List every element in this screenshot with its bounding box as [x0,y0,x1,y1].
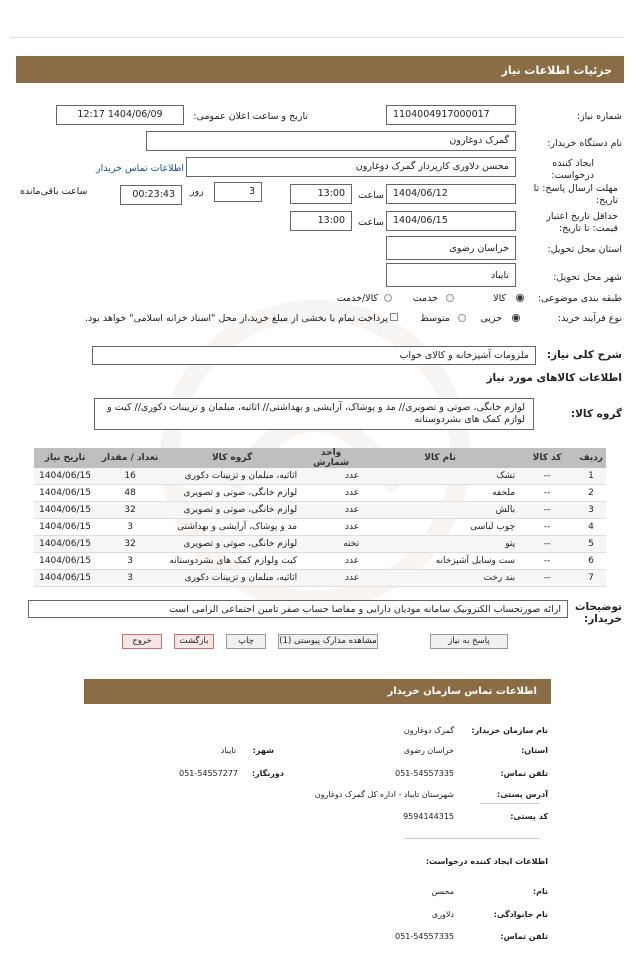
item-name: بند رخت [362,570,518,587]
item-qty: 48 [96,485,164,502]
item-date: 1404/06/15 [34,502,96,519]
contact-phone: 051-54557335 [395,769,454,778]
item-name: بالش [362,502,518,519]
item-name: ست وسایل آشپزخانه [362,553,518,570]
creator-field: محسن دلاوری کارپرداز گمرک دوغارون [186,157,516,177]
col-date: تاریخ نیاز [34,448,96,468]
creator-phone: 051-54557335 [395,932,454,941]
deadline-time-label: ساعت [358,190,384,201]
item-group: مد و پوشاک، آرایشی و بهداشتی [164,519,300,536]
deadline-time-field: 13:00 [290,184,352,204]
exit-button[interactable]: خروج [122,634,162,649]
table-row [34,502,606,519]
item-qty: 3 [96,570,164,587]
item-date: 1404/06/15 [34,485,96,502]
row-num: 2 [576,485,606,502]
goods-group-field: لوازم خانگی، صوتی و تصویری// مد و پوشاک، آرایشی و بهداشتی// اثاثیه، مبلمان و تزیینات دکوری// کیت و لوازم کمک های بشردوستانه [94,398,534,430]
top-divider [10,37,624,38]
contact-city: تایباد [220,746,236,755]
treasury-note: پرداخت تمام یا بخشی از مبلغ خرید،از محل "اسناد خزانه اسلامی" خواهد بود. [85,313,388,324]
item-code: -- [518,570,576,587]
contact-org-label: نام سازمان خریدار: [471,726,548,735]
item-date: 1404/06/15 [34,570,96,587]
category-radio-goods[interactable] [516,294,524,302]
contact-province-label: استان: [521,746,548,755]
validity-time-label: ساعت [358,217,384,228]
contact-postal-label: کد پستی: [510,812,548,821]
item-group: لوازم خانگی، صوتی و تصویری [164,485,300,502]
validity-time-field: 13:00 [290,211,352,231]
table-header-row [34,448,606,468]
item-qty: 32 [96,502,164,519]
creator-family: دلاوری [431,910,454,919]
item-name: پتو [362,536,518,553]
page-header: جزئیات اطلاعات نیاز [16,56,624,83]
col-unit: واحد شمارش [300,448,362,468]
announce-field: 1404/06/09 12:17 [56,105,184,125]
contact-address: شهرستان تایباد - اداره کل گمرک دوغارون [314,790,454,799]
contact-city-label: شهر: [252,746,274,755]
item-code: -- [518,519,576,536]
creator-info-title: اطلاعات ایجاد کننده درخواست: [425,857,548,866]
print-button[interactable]: چاپ [226,634,266,649]
attachments-button[interactable]: مشاهده مدارک پیوستی (1) [278,634,378,649]
deadline-label: مهلت ارسال پاسخ: تا تاریخ: [533,183,618,206]
item-group: لوازم خانگی، صوتی و تصویری [164,536,300,553]
table-row [34,485,606,502]
item-code: -- [518,485,576,502]
process-radio-minor[interactable] [512,314,520,322]
item-unit: عدد [300,553,362,570]
col-qty: تعداد / مقدار [96,448,164,468]
category-label: طبقه بندی موضوعی: [537,293,622,304]
need-number-field: 1104004917000017 [386,105,516,125]
goods-section-title: اطلاعات کالاهای مورد نیاز [486,372,622,384]
item-date: 1404/06/15 [34,536,96,553]
item-unit: عدد [300,519,362,536]
buyer-org-label: نام دستگاه خریدار: [547,138,622,149]
deadline-days-label: روز [190,186,204,197]
buyer-org-field: گمرک دوغارون [146,131,516,151]
item-unit: تخته [300,536,362,553]
col-row: ردیف [576,448,606,468]
summary-field: ملزومات آشپزخانه و کالای خواب [92,346,536,365]
announce-label: تاریخ و ساعت اعلان عمومی: [193,111,308,122]
item-date: 1404/06/15 [34,468,96,485]
row-num: 6 [576,553,606,570]
item-unit: عدد [300,502,362,519]
respond-button[interactable]: پاسخ به نیاز [430,634,508,649]
contact-fax-label: دورنگار: [251,769,284,778]
creator-name-label: نام: [532,887,548,896]
col-code: کد کالا [518,448,576,468]
address-divider [480,803,540,804]
item-group: اثاثیه، مبلمان و تزیینات دکوری [164,570,300,587]
city-label: شهر محل تحویل: [553,272,622,283]
row-num: 5 [576,536,606,553]
province-field: خراسان رضوی [386,236,516,260]
contact-fax: 051-54557277 [179,769,238,778]
validity-date-field: 1404/06/15 [386,211,516,231]
item-unit: عدد [300,468,362,485]
need-number-label: شماره نیاز: [576,111,622,122]
category-option-both: کالا/خدمت [336,293,378,304]
table-row [34,570,606,587]
process-option-minor: جزیی [480,313,502,324]
item-name: تشک [362,468,518,485]
item-code: -- [518,553,576,570]
category-radio-service[interactable] [446,294,454,302]
table-row [34,468,606,485]
process-label: نوع فرآیند خرید: [557,313,622,324]
col-name: نام کالا [362,448,518,468]
contact-phone-label: تلفن تماس: [500,769,548,778]
item-group: اثاثیه، مبلمان و تزیینات دکوری [164,468,300,485]
table-row [34,519,606,536]
creator-name: محسن [431,887,454,896]
creator-phone-label: تلفن تماس: [500,932,548,941]
contact-address-label: آدرس پستی: [497,790,548,799]
province-label: استان محل تحویل: [547,244,622,255]
row-num: 7 [576,570,606,587]
row-num: 1 [576,468,606,485]
table-row [34,553,606,570]
category-radio-both[interactable] [384,294,392,302]
item-date: 1404/06/15 [34,519,96,536]
item-date: 1404/06/15 [34,553,96,570]
remaining-time-label: ساعت باقی‌مانده [20,186,88,197]
remaining-time-field: 00:23:43 [120,185,182,205]
item-group: کیت ولوازم کمک های بشردوستانه [164,553,300,570]
creator-label: ایجاد کننده درخواست: [551,158,594,181]
treasury-checkbox[interactable] [390,313,398,321]
item-qty: 3 [96,553,164,570]
contact-province: خراسان رضوی [403,746,454,755]
item-name: چوب لباسی [362,519,518,536]
item-qty: 3 [96,519,164,536]
back-button[interactable]: بازگشت [174,634,214,649]
col-group: گروه کالا [164,448,300,468]
item-unit: عدد [300,570,362,587]
item-qty: 16 [96,468,164,485]
category-option-service: خدمت [412,293,438,304]
city-field: تایباد [386,263,516,287]
goods-group-label: گروه کالا: [570,408,622,420]
item-code: -- [518,536,576,553]
validity-label: حداقل تاریخ اعتبار قیمت: تا تاریخ: [546,211,618,234]
item-code: -- [518,468,576,485]
item-unit: عدد [300,485,362,502]
item-qty: 32 [96,536,164,553]
summary-label: شرح کلی نیاز: [546,349,622,361]
process-radio-medium[interactable] [458,314,466,322]
item-name: ملحفه [362,485,518,502]
process-option-medium: متوسط [420,313,450,324]
item-code: -- [518,502,576,519]
buyer-contact-link[interactable]: اطلاعات تماس خریدار [96,163,185,174]
category-option-goods: کالا [493,293,506,304]
creator-family-label: نام خانوادگی: [493,910,548,919]
buyer-notes-field: ارائه صورتحساب الکترونیک سامانه مودیان دارایی و مفاصا حساب صفر تامین اجتماعی الزامی است [28,600,568,618]
table-row [34,536,606,553]
buyer-notes-label: توضیحات خریدار: [574,601,622,625]
section-divider [404,838,540,839]
deadline-date-field: 1404/06/12 [386,184,516,204]
contact-header: اطلاعات تماس سازمان خریدار [84,679,551,704]
row-num: 4 [576,519,606,536]
item-group: لوازم خانگی، صوتی و تصویری [164,502,300,519]
row-num: 3 [576,502,606,519]
goods-table [34,448,606,587]
contact-org: گمرک دوغارون [403,726,454,735]
deadline-days-field: 3 [214,182,262,202]
contact-postal: 9594144315 [403,812,454,821]
